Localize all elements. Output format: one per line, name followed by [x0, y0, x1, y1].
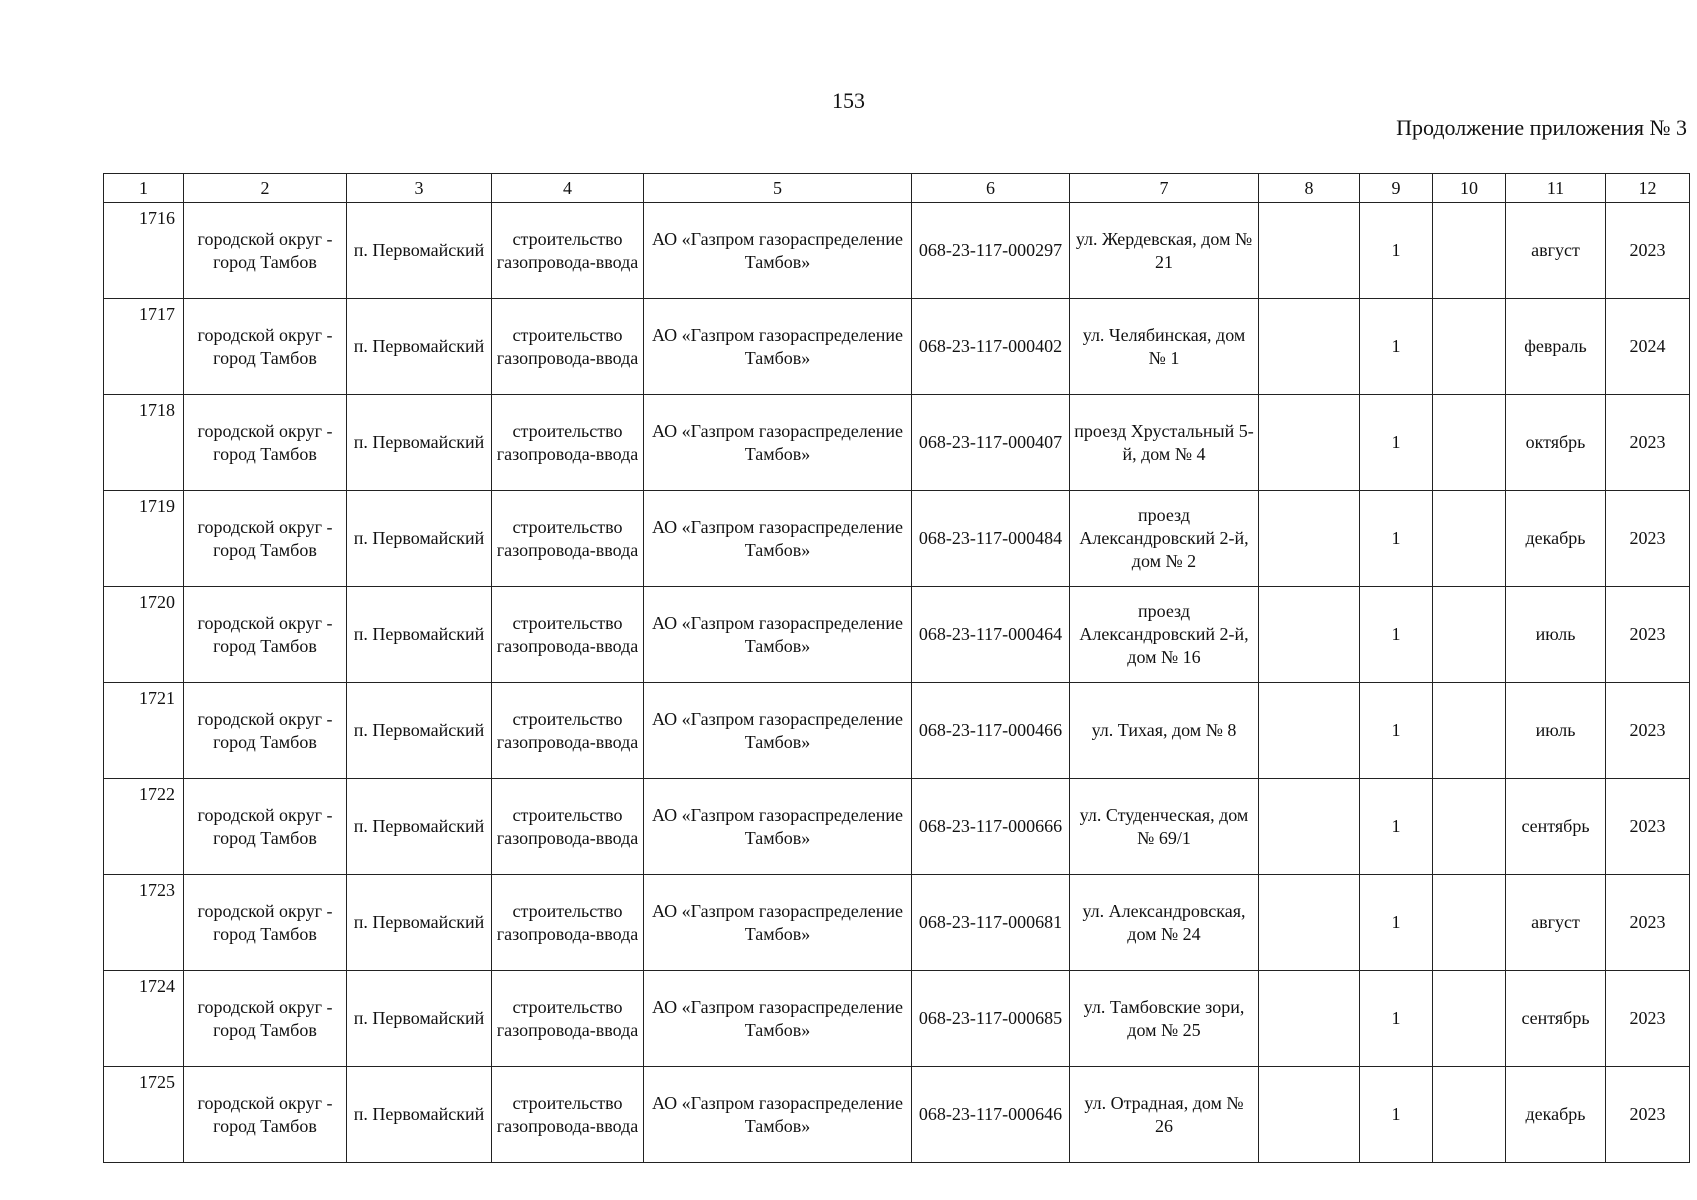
month-cell: сентябрь	[1506, 971, 1606, 1067]
address-cell: ул. Студенческая, дом № 69/1	[1070, 779, 1259, 875]
organization-cell: АО «Газпром газораспределение Тамбов»	[644, 587, 912, 683]
row-number: 1717	[104, 299, 184, 395]
table-row	[104, 395, 1690, 491]
year-cell: 2023	[1606, 1067, 1690, 1163]
column-header: 10	[1433, 174, 1506, 203]
column-10-cell	[1433, 299, 1506, 395]
column-header: 6	[912, 174, 1070, 203]
row-number: 1724	[104, 971, 184, 1067]
quantity-cell: 1	[1360, 587, 1433, 683]
row-number: 1716	[104, 203, 184, 299]
address-cell: ул. Тамбовские зори, дом № 25	[1070, 971, 1259, 1067]
page-number: 153	[832, 88, 865, 113]
work-type-cell: строительство газопровода-ввода	[492, 299, 644, 395]
table-row	[104, 1067, 1690, 1163]
row-number: 1720	[104, 587, 184, 683]
column-header: 3	[347, 174, 492, 203]
year-cell: 2023	[1606, 491, 1690, 587]
column-10-cell	[1433, 779, 1506, 875]
column-header: 4	[492, 174, 644, 203]
column-10-cell	[1433, 395, 1506, 491]
address-cell: ул. Жердевская, дом № 21	[1070, 203, 1259, 299]
year-cell: 2023	[1606, 203, 1690, 299]
column-8-cell	[1259, 875, 1360, 971]
column-10-cell	[1433, 683, 1506, 779]
address-cell: проезд Александровский 2-й, дом № 16	[1070, 587, 1259, 683]
object-code-cell: 068-23-117-000466	[912, 683, 1070, 779]
district-cell: городской округ - город Тамбов	[184, 875, 347, 971]
quantity-cell: 1	[1360, 203, 1433, 299]
column-10-cell	[1433, 491, 1506, 587]
column-10-cell	[1433, 587, 1506, 683]
address-cell: ул. Отрадная, дом № 26	[1070, 1067, 1259, 1163]
object-code-cell: 068-23-117-000402	[912, 299, 1070, 395]
organization-cell: АО «Газпром газораспределение Тамбов»	[644, 779, 912, 875]
column-8-cell	[1259, 587, 1360, 683]
district-cell: городской округ - город Тамбов	[184, 779, 347, 875]
quantity-cell: 1	[1360, 683, 1433, 779]
quantity-cell: 1	[1360, 299, 1433, 395]
locality-cell: п. Первомайский	[347, 779, 492, 875]
table-row	[104, 491, 1690, 587]
locality-cell: п. Первомайский	[347, 683, 492, 779]
month-cell: октябрь	[1506, 395, 1606, 491]
column-10-cell	[1433, 971, 1506, 1067]
column-header: 2	[184, 174, 347, 203]
column-10-cell	[1433, 203, 1506, 299]
year-cell: 2023	[1606, 395, 1690, 491]
column-header: 1	[104, 174, 184, 203]
organization-cell: АО «Газпром газораспределение Тамбов»	[644, 971, 912, 1067]
row-number: 1718	[104, 395, 184, 491]
year-cell: 2023	[1606, 875, 1690, 971]
address-cell: проезд Александровский 2-й, дом № 2	[1070, 491, 1259, 587]
column-header: 5	[644, 174, 912, 203]
column-8-cell	[1259, 299, 1360, 395]
work-type-cell: строительство газопровода-ввода	[492, 395, 644, 491]
district-cell: городской округ - город Тамбов	[184, 1067, 347, 1163]
organization-cell: АО «Газпром газораспределение Тамбов»	[644, 203, 912, 299]
organization-cell: АО «Газпром газораспределение Тамбов»	[644, 395, 912, 491]
organization-cell: АО «Газпром газораспределение Тамбов»	[644, 1067, 912, 1163]
header-row	[104, 174, 1690, 203]
month-cell: декабрь	[1506, 491, 1606, 587]
organization-cell: АО «Газпром газораспределение Тамбов»	[644, 683, 912, 779]
work-type-cell: строительство газопровода-ввода	[492, 971, 644, 1067]
quantity-cell: 1	[1360, 395, 1433, 491]
row-number: 1725	[104, 1067, 184, 1163]
column-8-cell	[1259, 203, 1360, 299]
organization-cell: АО «Газпром газораспределение Тамбов»	[644, 299, 912, 395]
district-cell: городской округ - город Тамбов	[184, 683, 347, 779]
column-header: 12	[1606, 174, 1690, 203]
locality-cell: п. Первомайский	[347, 395, 492, 491]
column-header: 9	[1360, 174, 1433, 203]
object-code-cell: 068-23-117-000484	[912, 491, 1070, 587]
year-cell: 2023	[1606, 779, 1690, 875]
table-body	[104, 203, 1690, 1163]
table-row	[104, 587, 1690, 683]
row-number: 1722	[104, 779, 184, 875]
district-cell: городской округ - город Тамбов	[184, 203, 347, 299]
column-8-cell	[1259, 1067, 1360, 1163]
column-8-cell	[1259, 971, 1360, 1067]
month-cell: сентябрь	[1506, 779, 1606, 875]
organization-cell: АО «Газпром газораспределение Тамбов»	[644, 875, 912, 971]
work-type-cell: строительство газопровода-ввода	[492, 875, 644, 971]
year-cell: 2024	[1606, 299, 1690, 395]
district-cell: городской округ - город Тамбов	[184, 299, 347, 395]
month-cell: июль	[1506, 683, 1606, 779]
work-type-cell: строительство газопровода-ввода	[492, 203, 644, 299]
quantity-cell: 1	[1360, 1067, 1433, 1163]
row-number: 1719	[104, 491, 184, 587]
address-cell: ул. Тихая, дом № 8	[1070, 683, 1259, 779]
column-8-cell	[1259, 683, 1360, 779]
month-cell: февраль	[1506, 299, 1606, 395]
column-10-cell	[1433, 1067, 1506, 1163]
column-header: 8	[1259, 174, 1360, 203]
address-cell: ул. Челябинская, дом № 1	[1070, 299, 1259, 395]
locality-cell: п. Первомайский	[347, 299, 492, 395]
locality-cell: п. Первомайский	[347, 1067, 492, 1163]
column-header: 11	[1506, 174, 1606, 203]
quantity-cell: 1	[1360, 875, 1433, 971]
object-code-cell: 068-23-117-000681	[912, 875, 1070, 971]
locality-cell: п. Первомайский	[347, 875, 492, 971]
address-cell: проезд Хрустальный 5-й, дом № 4	[1070, 395, 1259, 491]
work-type-cell: строительство газопровода-ввода	[492, 491, 644, 587]
object-code-cell: 068-23-117-000646	[912, 1067, 1070, 1163]
district-cell: городской округ - город Тамбов	[184, 491, 347, 587]
district-cell: городской округ - город Тамбов	[184, 971, 347, 1067]
row-number: 1723	[104, 875, 184, 971]
object-code-cell: 068-23-117-000407	[912, 395, 1070, 491]
work-type-cell: строительство газопровода-ввода	[492, 587, 644, 683]
district-cell: городской округ - город Тамбов	[184, 395, 347, 491]
quantity-cell: 1	[1360, 779, 1433, 875]
month-cell: август	[1506, 875, 1606, 971]
row-number: 1721	[104, 683, 184, 779]
object-code-cell: 068-23-117-000666	[912, 779, 1070, 875]
year-cell: 2023	[1606, 971, 1690, 1067]
table-row	[104, 875, 1690, 971]
column-10-cell	[1433, 875, 1506, 971]
locality-cell: п. Первомайский	[347, 587, 492, 683]
district-cell: городской округ - город Тамбов	[184, 587, 347, 683]
table-row	[104, 203, 1690, 299]
address-cell: ул. Александровская, дом № 24	[1070, 875, 1259, 971]
work-type-cell: строительство газопровода-ввода	[492, 683, 644, 779]
month-cell: декабрь	[1506, 1067, 1606, 1163]
locality-cell: п. Первомайский	[347, 971, 492, 1067]
locality-cell: п. Первомайский	[347, 491, 492, 587]
object-code-cell: 068-23-117-000297	[912, 203, 1070, 299]
work-type-cell: строительство газопровода-ввода	[492, 1067, 644, 1163]
table-row	[104, 299, 1690, 395]
quantity-cell: 1	[1360, 491, 1433, 587]
object-code-cell: 068-23-117-000464	[912, 587, 1070, 683]
year-cell: 2023	[1606, 683, 1690, 779]
table-row	[104, 683, 1690, 779]
column-8-cell	[1259, 491, 1360, 587]
data-table	[103, 173, 1690, 1163]
work-type-cell: строительство газопровода-ввода	[492, 779, 644, 875]
object-code-cell: 068-23-117-000685	[912, 971, 1070, 1067]
month-cell: август	[1506, 203, 1606, 299]
column-8-cell	[1259, 395, 1360, 491]
quantity-cell: 1	[1360, 971, 1433, 1067]
column-8-cell	[1259, 779, 1360, 875]
year-cell: 2023	[1606, 587, 1690, 683]
appendix-note: Продолжение приложения № 3	[1396, 115, 1687, 140]
month-cell: июль	[1506, 587, 1606, 683]
locality-cell: п. Первомайский	[347, 203, 492, 299]
column-header: 7	[1070, 174, 1259, 203]
organization-cell: АО «Газпром газораспределение Тамбов»	[644, 491, 912, 587]
table-row	[104, 971, 1690, 1067]
table-row	[104, 779, 1690, 875]
